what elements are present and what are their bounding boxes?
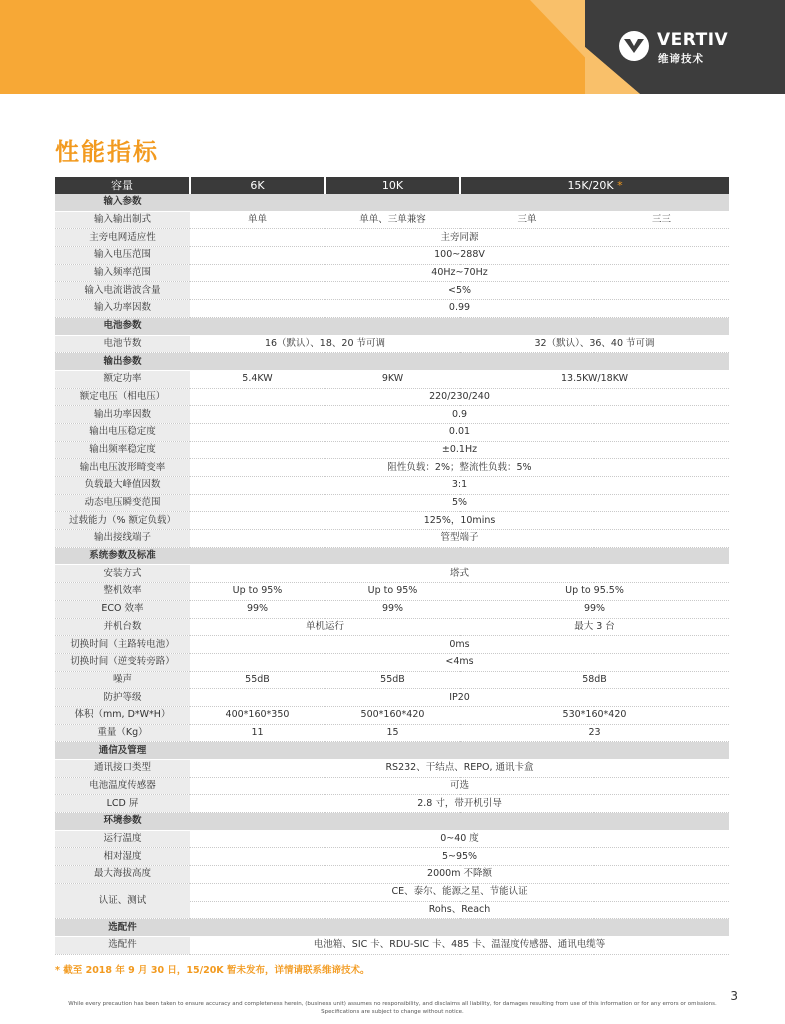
table-row	[55, 936, 729, 954]
cell: 500*160*420	[325, 706, 460, 724]
table-row	[55, 264, 729, 282]
row-label: 输出功率因数	[55, 406, 190, 424]
cell: Up to 95%	[325, 583, 460, 601]
table-row	[55, 600, 729, 618]
cell: 400*160*350	[190, 706, 325, 724]
table-row	[55, 777, 729, 795]
table-row	[55, 300, 729, 318]
cell: 2000m 不降额	[190, 866, 729, 884]
table-row	[55, 406, 729, 424]
table-row	[55, 583, 729, 601]
table-row	[55, 565, 729, 583]
row-label: ECO 效率	[55, 600, 190, 618]
section-env: 环境参数	[55, 813, 190, 831]
cell: 塔式	[190, 565, 729, 583]
cell: 0.9	[190, 406, 729, 424]
row-label: 主旁电网适应性	[55, 229, 190, 247]
row-label: 认证、测试	[55, 883, 190, 918]
cell: 3:1	[190, 477, 729, 495]
header-capacity: 容量	[55, 177, 190, 194]
cell: ±0.1Hz	[190, 441, 729, 459]
cell: <4ms	[190, 653, 729, 671]
header-15k-20k: 15K/20K *	[460, 177, 729, 194]
brand-name: VERTIV	[657, 30, 729, 50]
cell: 13.5KW/18KW	[460, 370, 729, 388]
cell: 可选	[190, 777, 729, 795]
table-row	[55, 830, 729, 848]
table-row	[55, 211, 729, 229]
table-row	[55, 653, 729, 671]
table-row	[55, 477, 729, 495]
row-label: 重量（Kg）	[55, 724, 190, 742]
cell: Rohs、Reach	[190, 901, 729, 919]
section-row	[55, 547, 729, 565]
row-label: 运行温度	[55, 830, 190, 848]
row-label: 整机效率	[55, 583, 190, 601]
cell: 55dB	[190, 671, 325, 689]
section-row	[55, 317, 729, 335]
row-label: 电池温度传感器	[55, 777, 190, 795]
table-row	[55, 441, 729, 459]
cell: 58dB	[460, 671, 729, 689]
table-row	[55, 883, 729, 901]
row-label: LCD 屏	[55, 795, 190, 813]
section-row	[55, 353, 729, 371]
vertiv-logo	[619, 28, 759, 68]
cell: 0.99	[190, 300, 729, 318]
table-row	[55, 636, 729, 654]
row-label: 电池节数	[55, 335, 190, 353]
cell: 单单	[190, 211, 325, 229]
footnote: * 截至 2018 年 9 月 30 日，15/20K 暂未发布，详情请联系维谛技术。	[55, 965, 370, 976]
row-label: 输入频率范围	[55, 264, 190, 282]
vertiv-logo-icon	[619, 31, 649, 61]
cell: 0ms	[190, 636, 729, 654]
cell: 5~95%	[190, 848, 729, 866]
row-label: 额定电压（相电压）	[55, 388, 190, 406]
cell: CE、泰尔、能源之星、节能认证	[190, 883, 729, 901]
cell: Up to 95.5%	[460, 583, 729, 601]
section-row	[55, 813, 729, 831]
section-row	[55, 919, 729, 937]
table-row	[55, 530, 729, 548]
cell: 三三	[594, 211, 729, 229]
brand-name-cn: 维谛技术	[658, 53, 704, 65]
table-row	[55, 795, 729, 813]
table-row	[55, 423, 729, 441]
cell: 5%	[190, 494, 729, 512]
header-10k: 10K	[325, 177, 460, 194]
disclaimer	[0, 1000, 785, 1016]
cell: 5.4KW	[190, 370, 325, 388]
table-row	[55, 848, 729, 866]
cell: 主旁同源	[190, 229, 729, 247]
row-label: 输入电流谐波含量	[55, 282, 190, 300]
table-row	[55, 335, 729, 353]
cell: 最大 3 台	[460, 618, 729, 636]
cell: 阻性负载：2%；整流性负载：5%	[190, 459, 729, 477]
table-row	[55, 494, 729, 512]
row-label: 通讯接口类型	[55, 760, 190, 778]
cell: <5%	[190, 282, 729, 300]
section-output: 输出参数	[55, 353, 190, 371]
section-system: 系统参数及标准	[55, 547, 190, 565]
row-label: 体积（mm, D*W*H）	[55, 706, 190, 724]
cell: 9KW	[325, 370, 460, 388]
cell: 23	[460, 724, 729, 742]
row-label: 额定功率	[55, 370, 190, 388]
row-label: 动态电压瞬变范围	[55, 494, 190, 512]
table-row	[55, 229, 729, 247]
cell: 99%	[325, 600, 460, 618]
table-row	[55, 706, 729, 724]
row-label: 输出电压波形畸变率	[55, 459, 190, 477]
table-row	[55, 370, 729, 388]
cell: 三单	[460, 211, 594, 229]
cell: 11	[190, 724, 325, 742]
page-title: 性能指标	[55, 138, 159, 166]
row-label: 输出电压稳定度	[55, 423, 190, 441]
cell: 单机运行	[190, 618, 460, 636]
table-row	[55, 689, 729, 707]
cell: 99%	[190, 600, 325, 618]
page-number: 3	[730, 989, 738, 1003]
cell: 16（默认）、18、20 节可调	[190, 335, 460, 353]
row-label: 防护等级	[55, 689, 190, 707]
cell: 单单、三单兼容	[325, 211, 460, 229]
cell: RS232、干结点、REPO, 通讯卡盒	[190, 760, 729, 778]
table-row	[55, 866, 729, 884]
table-row	[55, 282, 729, 300]
table-row	[55, 671, 729, 689]
disclaimer-line-2: Specifications are subject to change without notice.	[321, 1009, 464, 1015]
spec-table	[55, 177, 729, 955]
row-label: 并机台数	[55, 618, 190, 636]
row-label: 切换时间（逆变转旁路）	[55, 653, 190, 671]
table-row	[55, 760, 729, 778]
cell: Up to 95%	[190, 583, 325, 601]
header-6k: 6K	[190, 177, 325, 194]
cell: 55dB	[325, 671, 460, 689]
cell: 0.01	[190, 423, 729, 441]
table-row	[55, 247, 729, 265]
table-row	[55, 618, 729, 636]
table-row	[55, 459, 729, 477]
row-label: 安装方式	[55, 565, 190, 583]
row-label: 输入输出制式	[55, 211, 190, 229]
row-label: 输入电压范围	[55, 247, 190, 265]
row-label: 切换时间（主路转电池）	[55, 636, 190, 654]
section-row	[55, 194, 729, 211]
row-label: 过载能力（% 额定负载）	[55, 512, 190, 530]
row-label: 输出频率稳定度	[55, 441, 190, 459]
section-row	[55, 742, 729, 760]
cell: 电池箱、SIC 卡、RDU-SIC 卡、485 卡、温湿度传感器、通讯电缆等	[190, 936, 729, 954]
cell: 125%，10mins	[190, 512, 729, 530]
cell: 99%	[460, 600, 729, 618]
row-label: 输出接线端子	[55, 530, 190, 548]
table-row	[55, 512, 729, 530]
table-row	[55, 724, 729, 742]
cell: 220/230/240	[190, 388, 729, 406]
section-options: 选配件	[55, 919, 190, 937]
cell: 32（默认）、36、40 节可调	[460, 335, 729, 353]
section-comm: 通信及管理	[55, 742, 190, 760]
header-banner	[0, 0, 785, 94]
cell: 100~288V	[190, 247, 729, 265]
row-label: 噪声	[55, 671, 190, 689]
table-row	[55, 388, 729, 406]
row-label: 选配件	[55, 936, 190, 954]
cell: 0~40 度	[190, 830, 729, 848]
section-battery: 电池参数	[55, 317, 190, 335]
table-header-row	[55, 177, 729, 194]
section-input: 输入参数	[55, 194, 190, 211]
cell: 15	[325, 724, 460, 742]
cell: 2.8 寸，带开机引导	[190, 795, 729, 813]
row-label: 相对湿度	[55, 848, 190, 866]
row-label: 负载最大峰值因数	[55, 477, 190, 495]
cell: 530*160*420	[460, 706, 729, 724]
cell: 管型端子	[190, 530, 729, 548]
row-label: 输入功率因数	[55, 300, 190, 318]
cell: IP20	[190, 689, 729, 707]
row-label: 最大海拔高度	[55, 866, 190, 884]
cell: 40Hz~70Hz	[190, 264, 729, 282]
disclaimer-line-1: While every precaution has been taken to ensure accuracy and completeness herein, (business unit) assumes no responsibility, and disclaims all liability, for damages resulting from use of this information or for any errors or omissions.	[68, 1001, 717, 1007]
